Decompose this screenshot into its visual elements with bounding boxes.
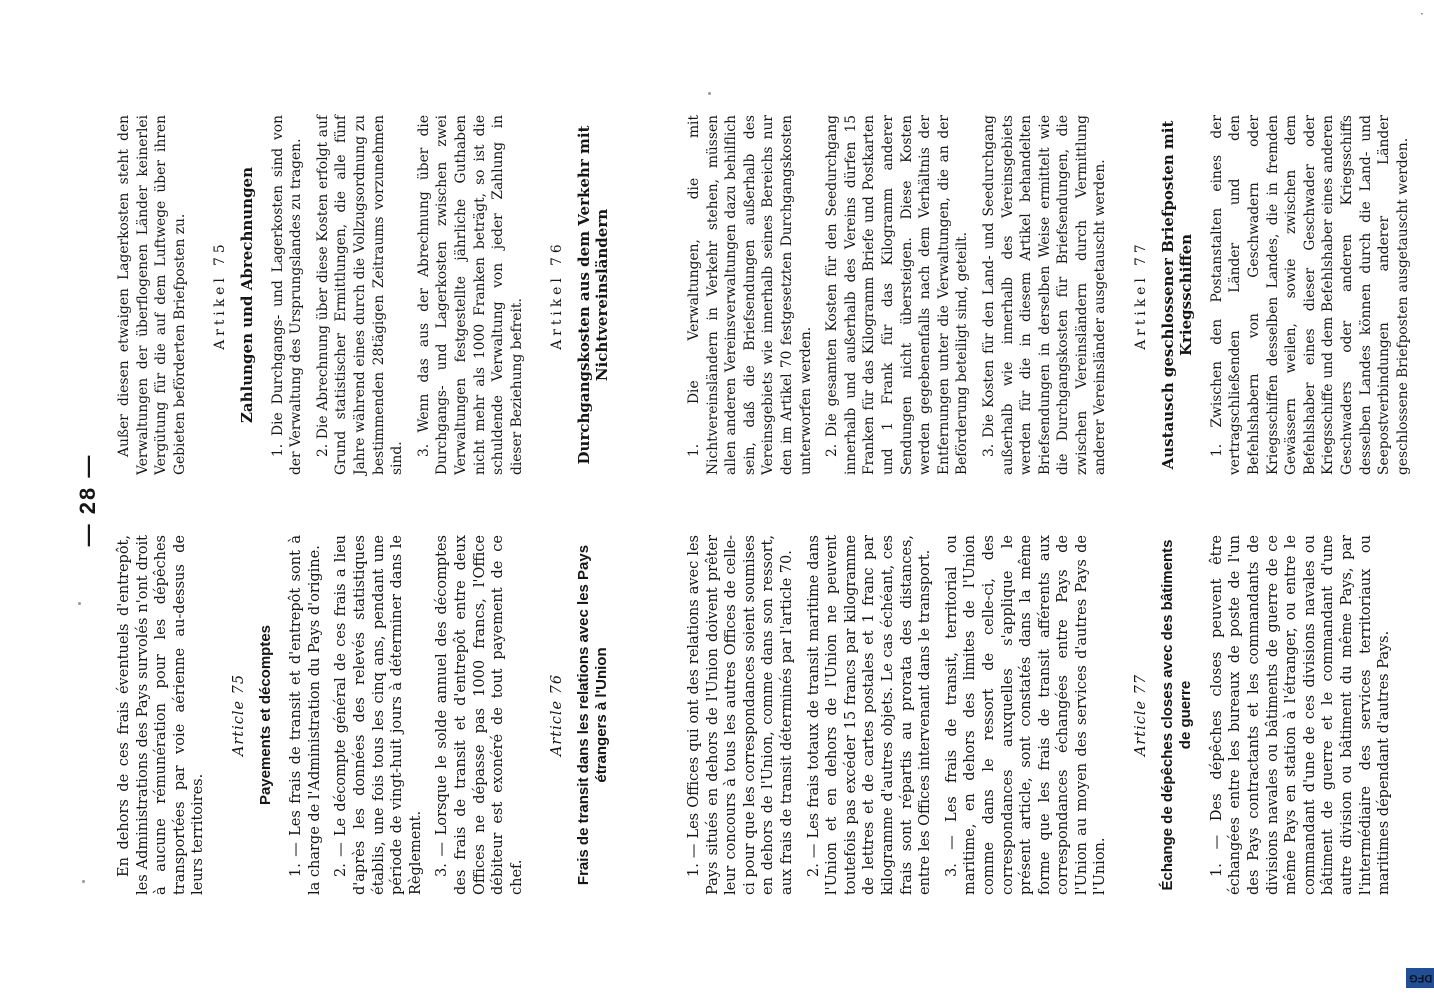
german-article-76-heading: Durchgangskosten aus dem Verkehr mit Nichtvereinsländern (574, 125, 612, 465)
french-article-77-heading: Échange de dépêches closes avec des bâtiments de guerre (1158, 539, 1195, 891)
german-article-77-para-1: 1. Zwischen den Postanstalten eines der vertragschließenden Länder und den Befehlshabern von Geschwadern oder Kriegsschiffen desselben Landes, die in fremden Gewässern weilen, sowie zwischen dem Befehlshaber eines dieser Geschwader oder Kriegsschiffe und dem Befehlshaber eines anderen Geschwaders oder anderen Kriegsschiffs desselben Landes können durch die Land- und Seepostverbindungen anderer Länder geschlossene Briefposten ausgetauscht werden. (1208, 115, 1411, 475)
scan-speck (78, 602, 81, 605)
german-article-77-label: Artikel 77 (1133, 240, 1150, 350)
dfg-logo: DFG (1406, 968, 1434, 988)
german-intro: Außer diesen etwaigen Lagerkosten steht den Verwaltungen der überflogenen Länder keinerlei Vergütung für die auf dem Luftwege über ihren Gebieten beförderten Briefposten zu. (116, 115, 188, 475)
scan-speck (708, 92, 711, 95)
french-column-top (115, 535, 624, 895)
french-column-bottom (685, 535, 1402, 895)
rotated-page-content (75, 105, 1411, 895)
german-article-76-para-1: 1. Die Verwaltungen, die mit Nichtvereinsländern in Verkehr stehen, müssen allen anderen Vereinsverwaltungen dazu behilflich sein, daß die Briefsendungen außerhalb des Vereinsgebiets wie innerhalb seines Bereichs nur den im Artikel 70 festgesetzten Durchgangskosten unterworfen werden. (686, 115, 814, 475)
german-article-75-para-3: 3. Wenn das aus der Abrechnung über die Durchgangs- und Lagerkosten zwischen zwei Verwaltungen festgestellte jährliche Guthaben nicht mehr als 1000 Franken beträgt, so ist die schuldende Verwaltung von jeder Zahlung in dieser Beziehung befreit. (415, 115, 525, 475)
german-article-75-para-2: 2. Die Abrechnung über diese Kosten erfolgt auf Grund statistischer Ermittlungen, die alle fünf Jahre während eines durch die Vollzugsordnung zu bestimmenden 28tägigen Zeitraums vorzunehmen sind. (314, 115, 406, 475)
scan-speck (82, 880, 85, 883)
german-article-75-para-1: 1. Die Durchgangs- und Lagerkosten sind von der Verwaltung des Ursprungslandes zu tragen. (269, 115, 305, 475)
german-article-75-label: Artikel 75 (212, 240, 229, 350)
page-number: — 28 — (75, 453, 100, 547)
german-column-top (115, 115, 624, 475)
french-article-76-para-1: 1. — Les Offices qui ont des relations avec les Pays situés en dehors de l'Union doivent prêter leur concours à tous les autres Offices de celle-ci pour que les correspondances soient soumises en dehors de l'Union, comme dans son ressort, aux frais de transit déterminés par l'article 70. (686, 535, 795, 895)
german-article-77-heading: Austausch geschlossener Briefposten mit Kriegsschiffen (1158, 120, 1196, 470)
french-article-75-para-2: 2. — Le décompte général de ces frais a lieu d'après les données des relevés statistiques établis, une fois tous les cinq ans, pendant une période de vingt-huit jours à déterminer dans le Règlement. (333, 535, 424, 895)
french-article-75-para-3: 3. — Lorsque le solde annuel des décomptes des frais de transit et d'entrepôt entre deux Offices ne dépasse pas 1000 francs, l'Office débiteur est exonéré de tout payement de ce chef. (434, 535, 525, 895)
french-article-76-heading: Frais de transit dans les relations avec les Pays étrangers à l'Union (574, 544, 611, 886)
french-article-76-label: Article 76 (549, 673, 566, 757)
german-column-bottom (685, 115, 1420, 475)
german-article-76-label: Artikel 76 (549, 240, 566, 350)
french-intro: En dehors de ces frais éventuels d'entrepôt, les Administrations des Pays survolés n'ont droit à aucune rémunération pour les dépêches transportées par voie aérienne au-dessus de leurs territoires. (116, 535, 207, 895)
french-article-75-para-1: 1. — Les frais de transit et d'entrepôt sont à la charge de l'Administration du Pays d'origine. (288, 535, 323, 895)
french-article-75-heading: Payements et décomptes (256, 624, 274, 806)
german-article-76-para-3: 3. Die Kosten für den Land- und Seedurchgang außerhalb wie innerhalb des Vereinsgebiets werden für die in diesem Artikel behandelten Briefsendungen in derselben Weise ermittelt wie die Durchgangskosten für Briefsendungen, die zwischen Vereinsländern durch Vermittlung anderer Vereinsländer ausgetauscht werden. (980, 115, 1109, 475)
french-article-77-label: Article 77 (1133, 673, 1150, 757)
german-article-76-para-2: 2. Die gesamten Kosten für den Seedurchgang innerhalb und außerhalb des Vereins dürfen 15 Franken für das Kilogramm Briefe und Postkarten und 1 Frank für das Kilogramm anderer Sendungen nicht übersteigen. Diese Kosten werden gegebenenfalls nach dem Verhältnis der Entfernungen unter die Verwaltungen, die an der Beförderung beteiligt sind, geteilt. (824, 115, 971, 475)
french-article-76-para-3: 3. — Les frais de transit, territorial ou maritime, en dehors des limites de l'Union comme dans le ressort de celle-ci, des correspondances auxquelles s'applique le présent article, sont constatés dans la même forme que les frais de transit afférents aux correspondances échangées entre Pays de l'Union au moyen des services d'autres Pays de l'Union. (943, 535, 1109, 895)
german-article-75-heading: Zahlungen und Abrechnungen (237, 166, 256, 424)
digitization-margin-note: · DFG (1412, 12, 1432, 992)
french-article-75-label: Article 75 (230, 673, 247, 757)
french-article-77-para-1: 1. — Des dépêches closes peuvent être échangées entre les bureaux de poste de l'un des Pays contractants et les commandants de divisions navales ou bâtiments de guerre de ce même Pays en station à l'étranger, ou entre le commandant d'une de ces divisions navales ou bâtiment de guerre et le commandant d'une autre division ou bâtiment du même Pays, par l'intermédiaire des services territoriaux ou maritimes dépendant d'autres Pays. (1208, 535, 1393, 895)
french-article-76-para-2: 2. — Les frais totaux de transit maritime dans l'Union et en dehors de l'Union ne peuvent toutefois pas excéder 15 francs par kilogramme de lettres et de cartes postales et 1 franc par kilogramme d'autres objets. Le cas échéant, ces frais sont répartis au prorata des distances, entre les Offices intervenant dans le transport. (805, 535, 934, 895)
